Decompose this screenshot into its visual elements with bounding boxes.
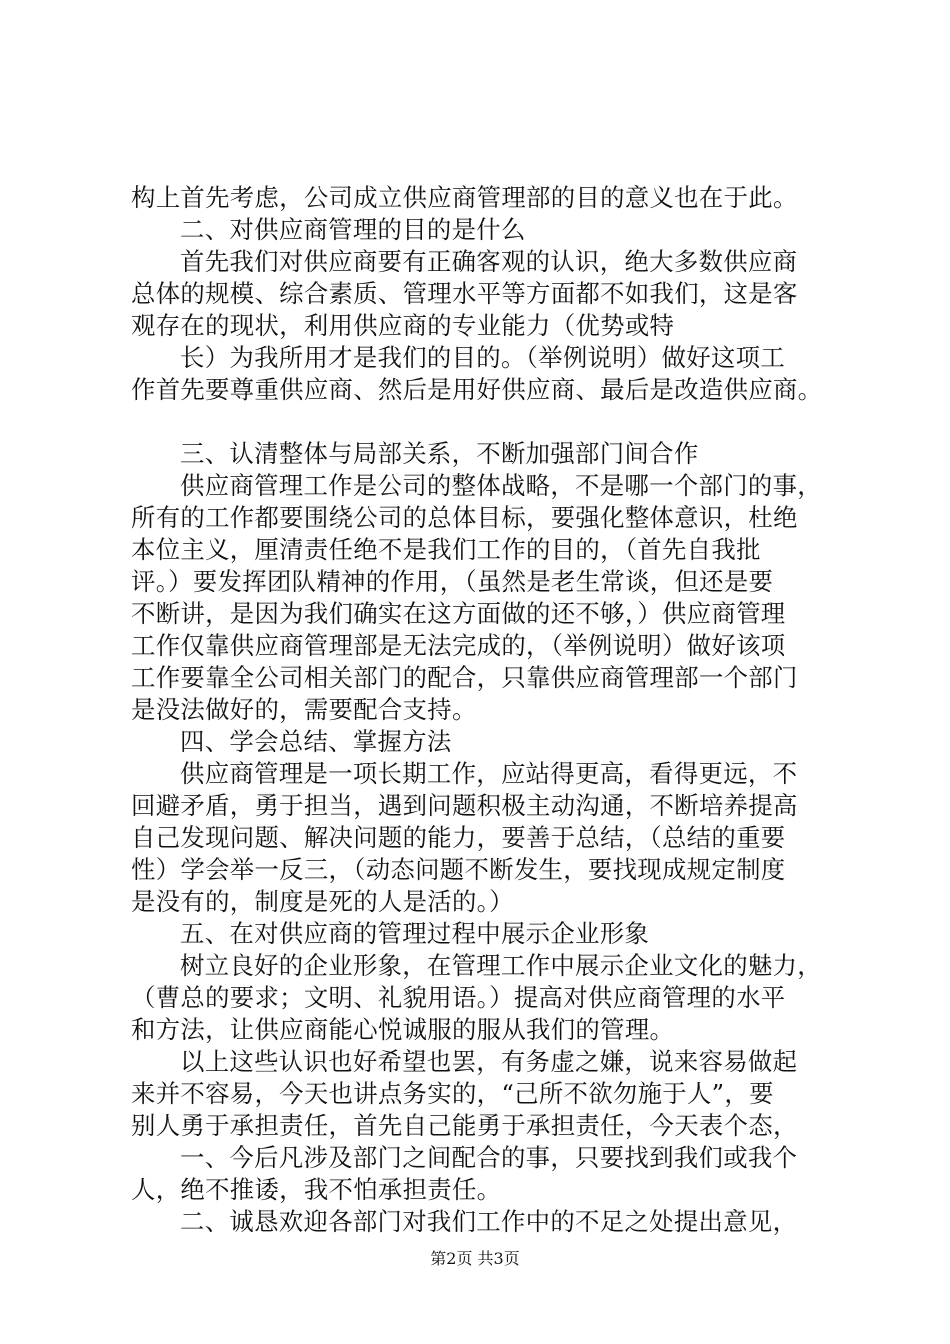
paragraph-line: 别人勇于承担责任，首先自己能勇于承担责任，今天表个态，	[131, 1111, 798, 1140]
paragraph-line: 是没法做好的，需要配合支持。	[131, 695, 477, 724]
paragraph-line: 和方法，让供应商能心悦诚服的服从我们的管理。	[131, 1015, 675, 1044]
paragraph-line: 供应商管理是一项长期工作，应站得更高，看得更远，不	[180, 759, 798, 788]
paragraph-line: 作首先要尊重供应商、然后是用好供应商、最后是改造供应商。	[131, 375, 823, 404]
paragraph-line: 不断讲，是因为我们确实在这方面做的还不够，）供应商管理	[131, 599, 786, 628]
section-heading: 二、对供应商管理的目的是什么	[180, 215, 526, 244]
paragraph-line: 工作要靠全公司相关部门的配合，只靠供应商管理部一个部门	[131, 663, 798, 692]
paragraph-line: 来并不容易，今天也讲点务实的，“己所不欲勿施于人”，要	[131, 1079, 774, 1108]
page-footer: 第2页 共3页	[430, 1249, 520, 1268]
paragraph-line: 人，绝不推诿，我不怕承担责任。	[131, 1175, 502, 1204]
paragraph-line: 供应商管理工作是公司的整体战略，不是哪一个部门的事，	[180, 471, 822, 500]
paragraph-line: 工作仅靠供应商管理部是无法完成的，（举例说明）做好该项	[131, 631, 786, 660]
paragraph-line: 二、诚恳欢迎各部门对我们工作中的不足之处提出意见，	[180, 1207, 798, 1236]
paragraph-line: 总体的规模、综合素质、管理水平等方面都不如我们，这是客	[131, 279, 798, 308]
paragraph-line: 首先我们对供应商要有正确客观的认识，绝大多数供应商	[180, 247, 798, 276]
paragraph-line: 回避矛盾，勇于担当，遇到问题积极主动沟通，不断培养提高	[131, 791, 798, 820]
paragraph-line: 一、今后凡涉及部门之间配合的事，只要找到我们或我个	[180, 1143, 798, 1172]
paragraph-line: 自己发现问题、解决问题的能力，要善于总结，（总结的重要	[131, 823, 786, 852]
paragraph-line: 以上这些认识也好希望也罢，有务虚之嫌，说来容易做起	[180, 1047, 798, 1076]
section-heading: 四、学会总结、掌握方法	[180, 727, 452, 756]
section-heading: 五、在对供应商的管理过程中展示企业形象	[180, 919, 650, 948]
section-heading: 三、认清整体与局部关系，不断加强部门间合作	[180, 439, 699, 468]
paragraph-line: （曹总的要求；文明、礼貌用语。）提高对供应商管理的水平	[131, 983, 786, 1012]
paragraph-line: 长）为我所用才是我们的目的。（举例说明）做好这项工	[180, 343, 786, 372]
paragraph-line: 树立良好的企业形象，在管理工作中展示企业文化的魅力，	[180, 951, 822, 980]
paragraph-line: 构上首先考虑，公司成立供应商管理部的目的意义也在于此。	[131, 183, 798, 212]
paragraph-line: 观存在的现状，利用供应商的专业能力（优势或特	[131, 311, 675, 340]
paragraph-line: 是没有的，制度是死的人是活的。）	[131, 887, 514, 916]
paragraph-line: 性）学会举一反三，（动态问题不断发生，要找现成规定制度	[131, 855, 786, 884]
paragraph-line: 评。）要发挥团队精神的作用，（虽然是老生常谈，但还是要	[131, 567, 774, 596]
paragraph-line: 所有的工作都要围绕公司的总体目标，要强化整体意识，杜绝	[131, 503, 798, 532]
paragraph-line: 本位主义，厘清责任绝不是我们工作的目的，（首先自我批	[131, 535, 761, 564]
